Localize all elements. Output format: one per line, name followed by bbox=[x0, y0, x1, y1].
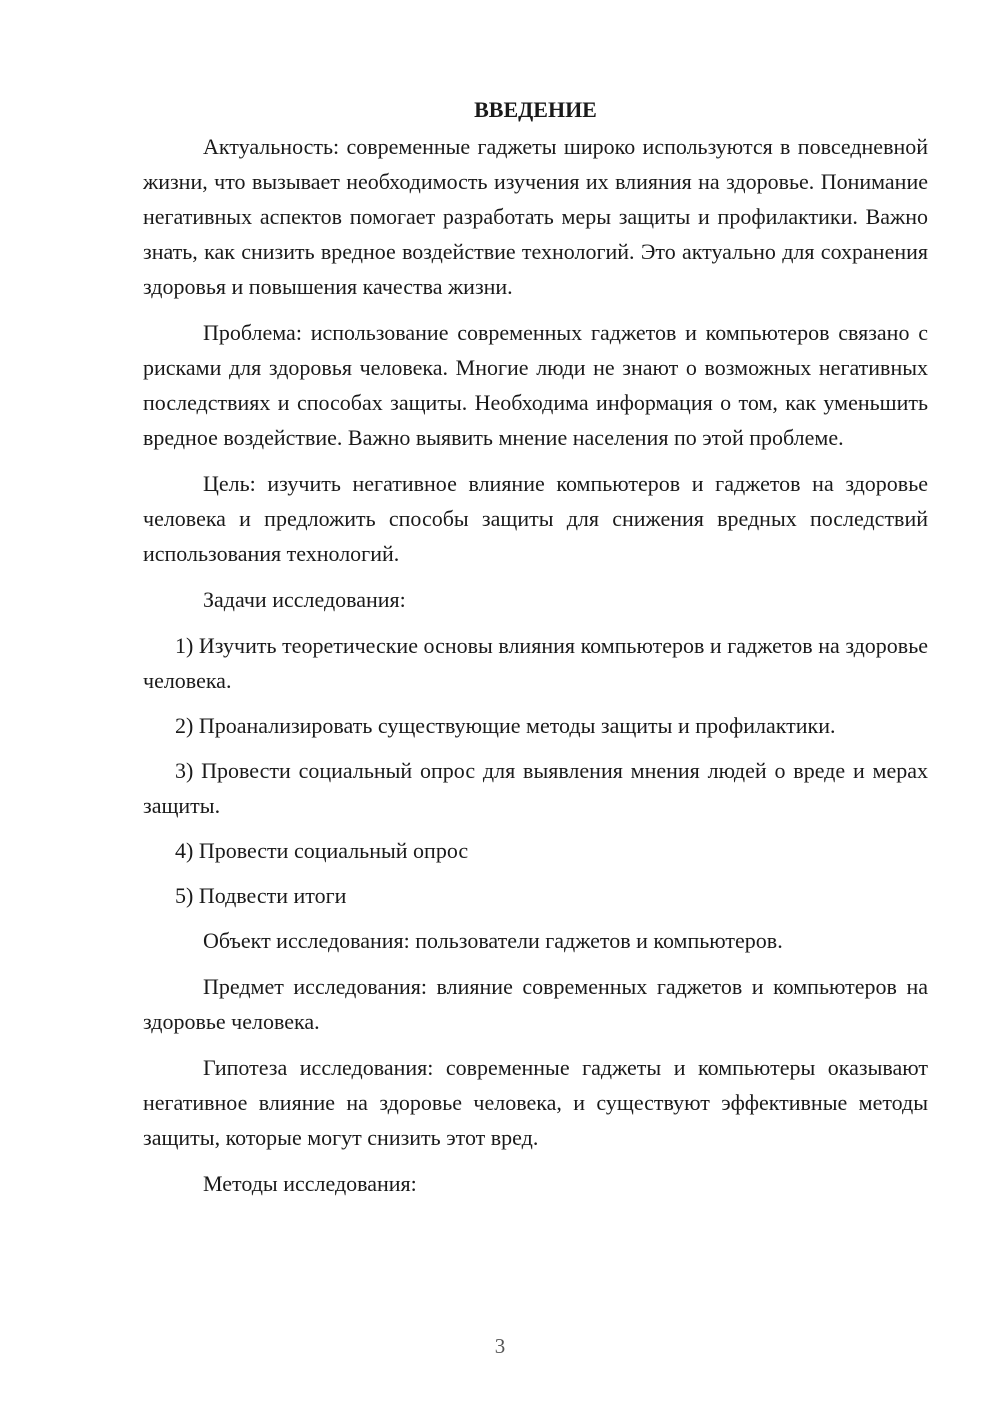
hypothesis-paragraph: Гипотеза исследования: современные гаджеты и компьютеры оказывают негативное влияние на здоровье человека, и существуют эффективные методы защиты, которые могут снизить этот вред. bbox=[143, 1055, 928, 1150]
page-number: 3 bbox=[494, 1334, 506, 1358]
tasks-heading: Задачи исследования: bbox=[203, 587, 406, 612]
task-item: 4) Провести социальный опрос bbox=[175, 838, 469, 863]
task-item: 5) Подвести итоги bbox=[175, 883, 347, 908]
document-body bbox=[143, 92, 928, 1212]
object-paragraph: Объект исследования: пользователи гаджетов и компьютеров. bbox=[203, 928, 783, 953]
section-title: ВВЕДЕНИЕ bbox=[474, 97, 597, 122]
task-item: 1) Изучить теоретические основы влияния компьютеров и гаджетов на здоровье человека. bbox=[143, 633, 928, 693]
task-item: 3) Провести социальный опрос для выявления мнения людей о вреде и мерах защиты. bbox=[143, 758, 928, 818]
relevance-paragraph: Актуальность: современные гаджеты широко используются в повседневной жизни, что вызывает необходимость изучения их влияния на здоровье. Понимание негативных аспектов помогает разработать меры защиты и профилактики. Важно знать, как снизить вредное воздействие технологий. Это актуально для сохранения здоровья и повышения качества жизни. bbox=[143, 134, 928, 299]
subject-paragraph: Предмет исследования: влияние современных гаджетов и компьютеров на здоровье человека. bbox=[143, 974, 928, 1034]
methods-heading: Методы исследования: bbox=[203, 1171, 417, 1196]
problem-paragraph: Проблема: использование современных гаджетов и компьютеров связано с рисками для здоровья человека. Многие люди не знают о возможных негативных последствиях и способах защиты. Необходима информация о том, как уменьшить вредное воздействие. Важно выявить мнение населения по этой проблеме. bbox=[143, 320, 928, 450]
task-item: 2) Проанализировать существующие методы защиты и профилактики. bbox=[175, 713, 836, 738]
goal-paragraph: Цель: изучить негативное влияние компьютеров и гаджетов на здоровье человека и предложить способы защиты для снижения вредных последствий использования технологий. bbox=[143, 471, 928, 566]
